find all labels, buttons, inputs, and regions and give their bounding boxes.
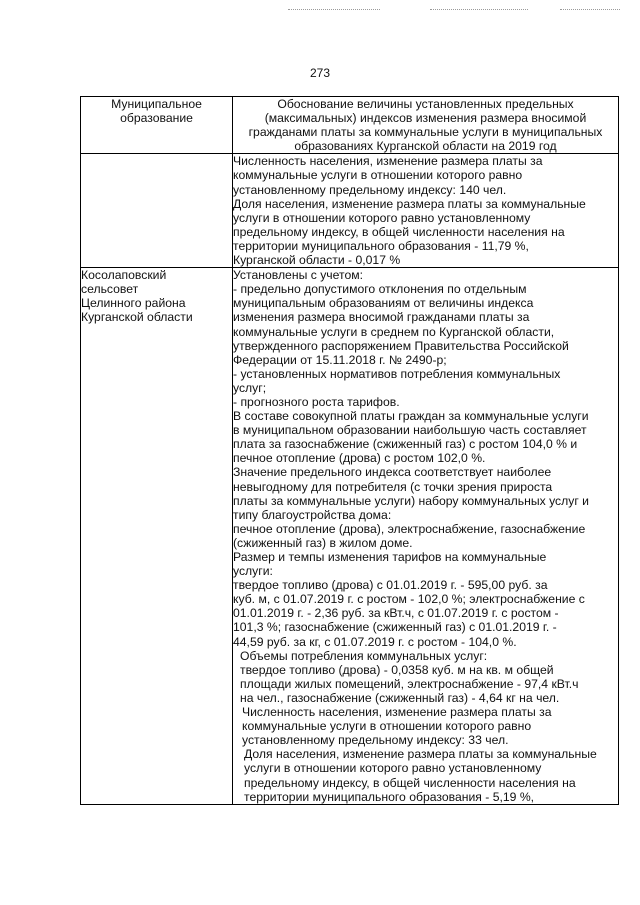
text-line: куб. м, с 01.07.2019 г. с ростом - 102,0 %; электроснабжение с (233, 592, 585, 607)
text-line: Доля населения, изменение размера платы за коммунальные (244, 747, 597, 762)
text-line: коммунальные услуги в отношении которого равно (242, 719, 532, 734)
text-line: - установленных нормативов потребления коммунальных (233, 366, 561, 381)
text-line: предельному индексу, в общей численности населения на (244, 775, 576, 790)
text-line: услуги в отношении которого равно установленному (233, 210, 531, 225)
municipality-name-line: Косолаповский (81, 268, 167, 283)
table-row (81, 268, 619, 805)
header-justification (233, 97, 619, 154)
text-line: установленному предельному индексу: 140 чел. (233, 182, 507, 197)
text-line: Значение предельного индекса соответствует наиболее (233, 465, 552, 480)
text-line: на чел., газоснабжение (сжиженный газ) - 4,64 кг на чел. (240, 690, 560, 705)
text-line: типу благоустройства дома: (233, 507, 392, 522)
text-line: Объемы потребления коммунальных услуг: (240, 648, 488, 663)
header-text-line: Муниципальное (111, 97, 202, 111)
text-line: - прогнозного роста тарифов. (233, 394, 400, 409)
text-line: коммунальные услуги в среднем по Курганской области, (233, 324, 555, 339)
municipality-cell-empty (81, 154, 233, 268)
text-line: услуги: (233, 564, 273, 579)
text-line: изменения размера вносимой гражданами платы за (233, 310, 530, 325)
municipality-name-line: Целинного района (81, 296, 186, 311)
text-line: Доля населения, изменение размера платы за коммунальные (233, 196, 586, 211)
text-line: в муниципальном образовании наибольшую часть составляет (233, 423, 587, 438)
municipality-cell (81, 268, 233, 805)
header-text-line: образованиях Курганской области на 2019 год (294, 139, 557, 154)
top-dotted-rule (288, 9, 380, 10)
text-line: плата за газоснабжение (сжиженный газ) с ростом 104,0 % и (233, 437, 578, 452)
text-line: муниципальным образованиям от величины индекса (233, 296, 534, 311)
text-line: территории муниципального образования - 5,19 %, (244, 789, 535, 804)
justification-cell (233, 154, 619, 268)
municipality-name-line: Курганской области (81, 310, 193, 325)
top-dotted-rule (430, 9, 528, 10)
text-line: Федерации от 15.11.2018 г. № 2490-р; (233, 352, 447, 367)
text-line: платы за коммунальные услуги) набору коммунальных услуг и (233, 493, 589, 508)
text-line: невыгодному для потребителя (с точки зрения прироста (233, 479, 553, 494)
text-line: 101,3 %; газоснабжение (сжиженный газ) с 01.01.2019 г. - (233, 620, 557, 635)
header-text-line: (максимальных) индексов изменения размера вносимой (264, 111, 587, 126)
text-line: Установлены с учетом: (233, 268, 363, 283)
header-municipality (81, 97, 233, 154)
text-line: Численность населения, изменение размера платы за (242, 705, 552, 720)
text-line: предельному индексу, в общей численности населения на (233, 224, 565, 239)
table-header-row (81, 97, 619, 154)
text-line: печное отопление (дрова), электроснабжение, газоснабжение (233, 521, 586, 536)
table-row (81, 154, 619, 268)
page-number: 273 (309, 66, 331, 80)
justification-cell (233, 268, 619, 805)
text-line: твердое топливо (дрова) с 01.01.2019 г. - 595,00 руб. за (233, 578, 548, 593)
text-line: площади жилых помещений, электроснабжение - 97,4 кВт.ч (240, 676, 579, 691)
text-line: установленному предельному индексу: 33 чел. (242, 733, 509, 748)
header-text-line: Обоснование величины установленных предельных (277, 97, 574, 111)
header-text-line: гражданами платы за коммунальные услуги в муниципальных (248, 125, 603, 140)
municipality-name-line: сельсовет (81, 282, 139, 297)
text-line: - предельно допустимого отклонения по отдельным (233, 282, 527, 297)
text-line: территории муниципального образования - 11,79 %, (233, 238, 529, 253)
text-line: услуг; (233, 380, 267, 395)
text-line: печное отопление (дрова) с ростом 102,0 %. (233, 451, 486, 466)
text-line: (сжиженный газ) в жилом доме. (233, 535, 413, 550)
text-line: В составе совокупной платы граждан за коммунальные услуги (233, 409, 589, 424)
header-text-line: образование (120, 111, 193, 126)
text-line: 44,59 руб. за кг, с 01.07.2019 г. с ростом - 104,0 %. (233, 634, 517, 649)
text-line: Курганской области - 0,017 % (233, 253, 401, 268)
text-line: 01.01.2019 г. - 2,36 руб. за кВт.ч, с 01.07.2019 г. с ростом - (233, 606, 559, 621)
top-dotted-rule (560, 9, 620, 10)
text-line: утвержденного распоряжением Правительства Российской (233, 338, 569, 353)
text-line: твердое топливо (дрова) - 0,0358 куб. м на кв. м общей (240, 662, 554, 677)
index-justification-table (80, 96, 619, 805)
text-line: Численность населения, изменение размера платы за (233, 154, 543, 169)
text-line: коммунальные услуги в отношении которого равно (233, 168, 523, 183)
text-line: услуги в отношении которого равно установленному (244, 761, 542, 776)
text-line: Размер и темпы изменения тарифов на коммунальные (233, 550, 547, 564)
